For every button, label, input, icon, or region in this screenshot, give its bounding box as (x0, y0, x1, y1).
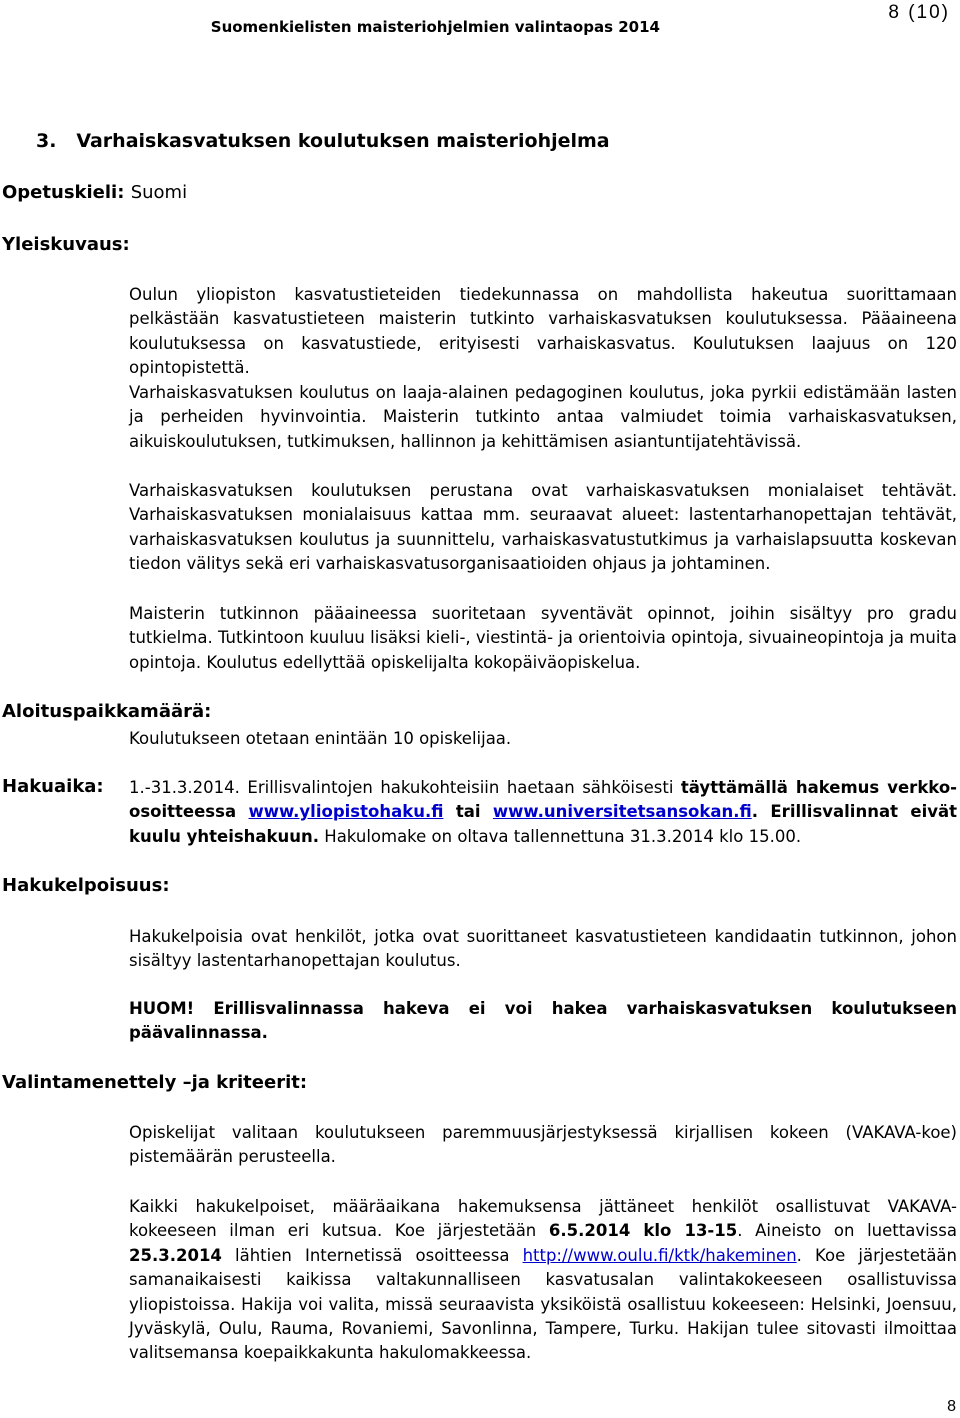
selection-label: Valintamenettely –ja kriteerit: (2, 1072, 308, 1093)
overview-label: Yleiskuvaus: (2, 234, 130, 255)
footer-page-number: 8 (947, 1398, 956, 1415)
application-period-label: Hakuaika: (2, 776, 104, 797)
overview-text-4: Maisterin tutkinnon pääaineessa suoritetaan syventävät opinnot, joihin sisältyy pro gradu tutkielma. Tutkintoon kuuluu lisäksi kieli-, viestintä- ja orientoivia opintoja, sivuaineopintoja ja muita opintoja. Koulutus edellyttää opiskelijalta kokopäiväopiskelua. (129, 604, 957, 672)
selection-paragraph-2 (129, 1195, 957, 1366)
teaching-language-label: Opetuskieli: (2, 182, 125, 203)
application-text-2: Hakulomake on oltava tallennettuna 31.3.2014 klo 15.00. (319, 826, 802, 846)
eligibility-label: Hakukelpoisuus: (2, 875, 170, 896)
overview-paragraph-2 (129, 381, 957, 454)
section-heading (36, 130, 610, 152)
document-header-title: Suomenkielisten maisteriohjelmien valintaopas 2014 (210, 18, 660, 36)
application-bold-2: tai (443, 802, 493, 822)
application-period-text (129, 776, 957, 849)
selection-text-c: lähtien Internetissä osoitteessa (221, 1245, 523, 1265)
exam-date: 6.5.2014 klo 13-15 (548, 1221, 738, 1241)
overview-text-1: Oulun yliopiston kasvatustieteiden tiedekunnassa on mahdollista hakeutua suorittamaan pelkästään kasvatustieteen maisterin tutkinto varhaiskasvatuksen koulutuksessa. Pääaineena koulutuksessa on kasvatustiede, erityisesti varhaiskasvatus. Koulutuksen laajuus on 120 opintopistettä. (129, 285, 957, 378)
universitetsansokan-link[interactable]: www.universitetsansokan.fi (492, 802, 752, 822)
yliopistohaku-link[interactable]: www.yliopistohaku.fi (248, 802, 444, 822)
overview-paragraph-4 (129, 602, 957, 675)
application-dates: 1.-31.3.2014. (129, 778, 240, 797)
selection-paragraph-1: Opiskelijat valitaan koulutukseen paremmuusjärjestyksessä kirjallisen kokeen (VAKAVA-koe) pistemäärän perusteella. (129, 1123, 957, 1167)
application-text-1: Erillisvalintojen hakukohteisiin haetaan sähköisesti (239, 778, 681, 797)
teaching-language (2, 182, 187, 203)
material-date: 25.3.2014 (129, 1245, 222, 1265)
eligibility-note: HUOM! Erillisvalinnassa hakeva ei voi hakea varhaiskasvatuksen koulutukseen päävalinnassa. (129, 999, 957, 1043)
section-number: 3. (36, 130, 57, 152)
application-bold-1: täyttämällä hakemus verkko-osoitteessa (129, 778, 957, 822)
intake-label: Aloituspaikkamäärä: (2, 701, 212, 722)
selection-text-d: . Koe järjestetään samanaikaisesti kaikissa valtakunnalliseen kasvatusalan valintakokeeseen osallistuvissa yliopistoissa. Hakija voi valita, missä seuraavista yksiköistä osallistuu kokeeseen: Helsinki, Joensuu, Jyväskylä, Oulu, Rauma, Rovaniemi, Savonlinna, Tampere, Turku. Hakijan tulee sitovasti ilmoittaa valitsemansa koepaikkakunta hakulomakkeessa. (129, 1245, 957, 1363)
page-indicator: 8 (10) (888, 2, 950, 23)
application-bold-3: . Erillisvalinnat eivät kuulu yhteishakuun. (129, 802, 957, 846)
section-title: Varhaiskasvatuksen koulutuksen maisteriohjelma (76, 130, 610, 152)
teaching-language-value: Suomi (130, 182, 188, 203)
overview-paragraph-3 (129, 479, 957, 577)
overview-paragraph-1 (129, 283, 957, 381)
eligibility-text: Hakukelpoisia ovat henkilöt, jotka ovat suorittaneet kasvatustieteen kandidaatin tutkinnon, johon sisältyy lastentarhanopettajan koulutus. (129, 927, 957, 971)
overview-text-3: Varhaiskasvatuksen koulutuksen perustana ovat varhaiskasvatuksen monialaiset tehtävät. Varhaiskasvatuksen monialaisuus kattaa mm. seuraavat alueet: lastentarhanopettajan tehtävät, varhaiskasvatuksen koulutus ja suunnittelu, varhaiskasvatustutkimus ja varhaislapsuutta koskevan tiedon välitys sekä eri varhaiskasvatusorganisaatioiden ohjaus ja johtaminen. (129, 481, 957, 574)
selection-text-b: . Aineisto on luettavissa (737, 1221, 957, 1241)
oulu-hakeminen-link[interactable]: http://www.oulu.fi/ktk/hakeminen (522, 1245, 797, 1265)
intake-text: Koulutukseen otetaan enintään 10 opiskelijaa. (129, 729, 512, 748)
selection-text-a: Kaikki hakukelpoiset, määräaikana hakemuksensa jättäneet henkilöt osallistuvat VAKAVA-kokeeseen ilman eri kutsua. Koe järjestetään (129, 1197, 957, 1241)
overview-text-2: Varhaiskasvatuksen koulutus on laaja-alainen pedagoginen koulutus, joka pyrkii edistämään lasten ja perheiden hyvinvointia. Maisterin tutkinto antaa valmiudet toimia varhaiskasvatuksen, aikuiskoulutuksen, tutkimuksen, hallinnon ja kehittämisen asiantuntijatehtävissä. (129, 383, 957, 451)
